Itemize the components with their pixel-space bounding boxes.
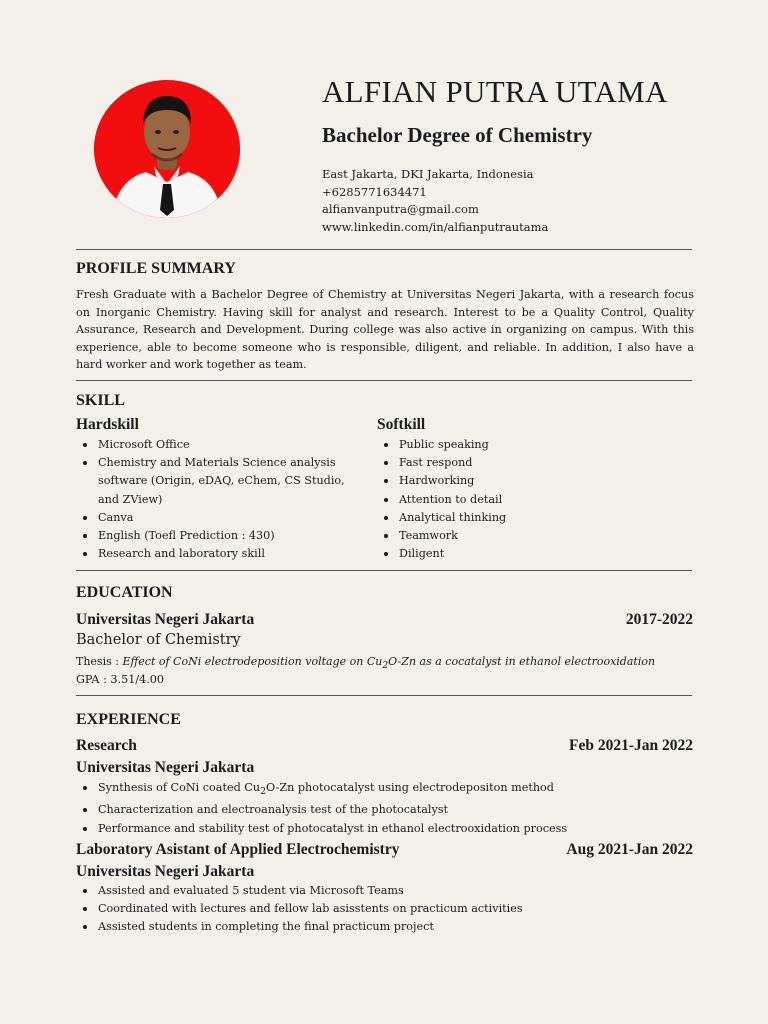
list-item: Chemistry and Materials Science analysis software (Origin, eDAQ, eChem, CS Studio, and ZView) (98, 454, 356, 509)
contact-location: East Jakarta, DKI Jakarta, Indonesia (322, 167, 534, 181)
education-gpa: GPA : 3.51/4.00 (76, 673, 164, 686)
contact-block (322, 166, 548, 236)
hardskill-list (76, 436, 356, 563)
education-degree: Bachelor of Chemistry (76, 632, 241, 648)
education-years: 2017-2022 (625, 611, 693, 628)
divider (76, 570, 692, 571)
list-item: Microsoft Office (98, 436, 356, 454)
list-item: Fast respond (399, 454, 679, 472)
education-school: Universitas Negeri Jakarta (76, 611, 255, 628)
duty-text: O-Zn photocatalyst using electrodepositon method (266, 781, 554, 794)
education-title: EDUCATION (76, 584, 173, 601)
divider (76, 380, 692, 381)
job-duties-list (76, 882, 718, 937)
list-item: Diligent (399, 545, 679, 563)
profile-summary-text: Fresh Graduate with a Bachelor Degree of Chemistry at Universitas Negeri Jakarta, with a research focus on Inorganic Chemistry. Having skill for analyst and research. Interest to be a Quality Control, Quality Assurance, Research and Development. During college was also active in organizing on campus. With this experience, able to become someone who is responsible, diligent, and reliable. In addition, I also have a hard worker and work together as team. (76, 288, 694, 371)
list-item: Assisted and evaluated 5 student via Microsoft Teams (98, 882, 718, 900)
candidate-name: ALFIAN PUTRA UTAMA (322, 74, 668, 109)
divider (76, 695, 692, 696)
person-portrait-image (94, 80, 240, 218)
list-item: Hardworking (399, 472, 679, 490)
softskill-list (377, 436, 679, 563)
list-item: Teamwork (399, 527, 679, 545)
list-item: Research and laboratory skill (98, 545, 356, 563)
education-thesis (76, 655, 655, 671)
profile-photo (94, 80, 240, 218)
skill-title: SKILL (76, 392, 125, 409)
thesis-title-part: Effect of CoNi electrodeposition voltage on Cu (122, 655, 383, 668)
duty-text: Synthesis of CoNi coated Cu (98, 781, 261, 794)
thesis-title-part: O-Zn as a cocatalyst in ethanol electrooxidation (388, 655, 656, 668)
list-item: Attention to detail (399, 491, 679, 509)
experience-title: EXPERIENCE (76, 711, 181, 728)
list-item: Coordinated with lectures and fellow lab asisstents on practicum activities (98, 900, 718, 918)
duty-subscript: 2 (260, 786, 266, 798)
list-item: Characterization and electroanalysis test of the photocatalyst (98, 801, 718, 819)
profile-summary-title: PROFILE SUMMARY (76, 260, 236, 277)
list-item: Analytical thinking (399, 509, 679, 527)
job-duties-list (76, 779, 718, 838)
job-organization: Universitas Negeri Jakarta (76, 863, 255, 880)
contact-email: alfianvanputra@gmail.com (322, 202, 479, 217)
list-item (98, 779, 718, 801)
job-organization: Universitas Negeri Jakarta (76, 759, 255, 776)
job-role: Laboratory Asistant of Applied Electrochemistry (76, 841, 400, 858)
list-item: English (Toefl Prediction : 430) (98, 527, 356, 545)
hardskill-title: Hardskill (76, 416, 139, 433)
job-role: Research (76, 737, 137, 754)
thesis-subscript: 2 (382, 660, 389, 672)
candidate-degree: Bachelor Degree of Chemistry (322, 123, 593, 147)
job-dates: Feb 2021-Jan 2022 (569, 737, 693, 754)
softskill-title: Softkill (377, 416, 426, 433)
thesis-title (122, 655, 656, 672)
contact-phone: +6285771634471 (322, 184, 427, 199)
job-dates: Aug 2021-Jan 2022 (566, 841, 693, 858)
list-item: Canva (98, 509, 356, 527)
list-item: Assisted students in completing the final practicum project (98, 918, 718, 936)
contact-linkedin: www.linkedin.com/in/alfianputrautama (322, 219, 549, 234)
list-item: Performance and stability test of photocatalyst in ethanol electrooxidation process (98, 820, 718, 838)
thesis-label: Thesis : (76, 655, 123, 668)
divider (76, 249, 692, 250)
list-item: Public speaking (399, 436, 679, 454)
